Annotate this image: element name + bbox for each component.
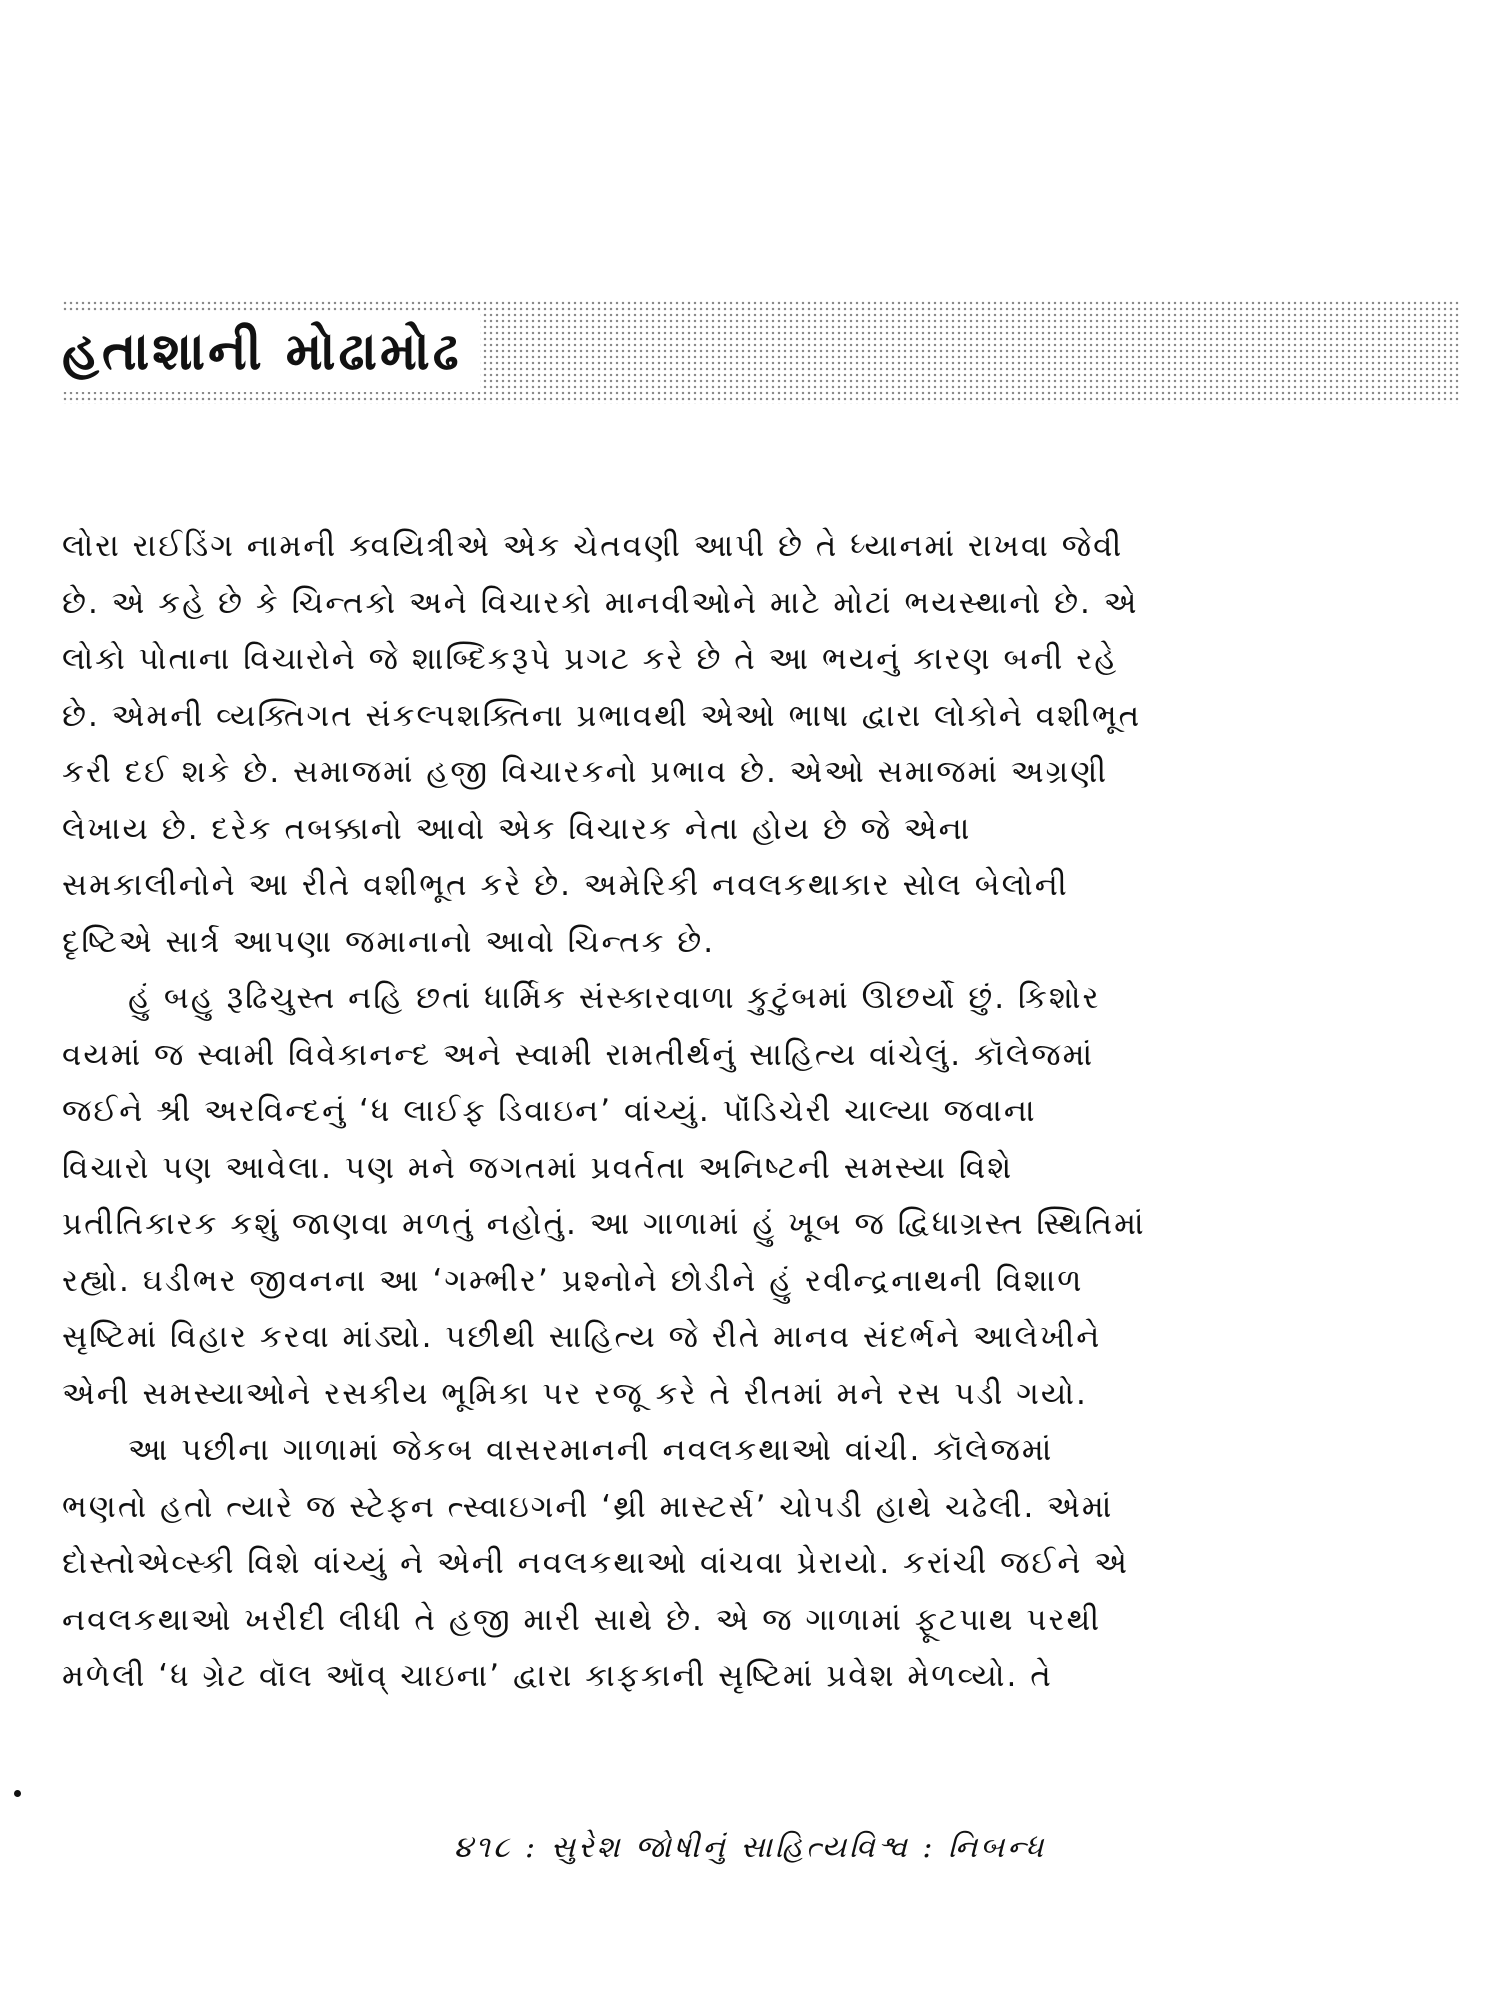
paragraph-3 [62,1422,1472,1705]
text-line: એની સમસ્યાઓને રસકીય ભૂમિકા પર રજૂ કરે તે રીતમાં મને રસ પડી ગયો. [62,1375,1088,1412]
text-line: સૃષ્ટિમાં વિહાર કરવા માંડ્યો. પછીથી સાહિત્ય જે રીતે માનવ સંદર્ભને આલેખીને [62,1319,1102,1355]
text-line: વયમાં જ સ્વામી વિવેકાનન્દ અને સ્વામી રામતીર્થનું સાહિત્ય વાંચેલું. કૉલેજમાં [62,1036,1095,1073]
text-line: દૃષ્ટિએ સાર્ત્ર આપણા જમાનાનો આવો ચિન્તક છે. [62,923,716,960]
text-line: રહ્યો. ઘડીભર જીવનના આ ‘ગમ્ભીર’ પ્રશ્નોને છોડીને હું રવીન્દ્રનાથની વિશાળ [62,1262,1084,1299]
text-line: હું બહુ રૂઢિચુસ્ત નહિ છતાં ધાર્મિક સંસ્કારવાળા કુટુંબમાં ઊછર્યો છું. કિશોર [128,980,1101,1016]
text-line: લોકો પોતાના વિચારોને જે શાબ્દિકરૂપે પ્રગટ કરે છે તે આ ભયનું કારણ બની રહે [62,641,1119,677]
text-line: છે. એ કહે છે કે ચિન્તકો અને વિચારકો માનવીઓને માટે મોટાં ભયસ્થાનો છે. એ [62,584,1139,621]
paragraph-1 [62,518,1472,970]
body-text [62,518,1472,1705]
text-line: નવલકથાઓ ખરીદી લીધી તે હજી મારી સાથે છે. એ જ ગાળામાં ફૂટપાથ પરથી [62,1601,1102,1638]
text-line: લોરા રાઈડિંગ નામની ક્વયિત્રીએ એક ચેતવણી આપી છે તે ધ્યાનમાં રાખવા જેવી [62,528,1124,564]
text-line: વિચારો પણ આવેલા. પણ મને જગતમાં પ્રવર્તતા અનિષ્ટની સમસ્યા વિશે [62,1149,1014,1186]
text-line: જઈને શ્રી અરવિન્દનું ‘ધ લાઈફ ડિવાઇન’ વાંચ્યું. પૉંડિચેરી ચાલ્યા જવાના [62,1093,1037,1129]
text-line: ભણતો હતો ત્યારે જ સ્ટેફન ત્સ્વાઇગની ‘થ્રી માસ્ટર્સ’ ચોપડી હાથે ચઢેલી. એમાં [62,1488,1114,1525]
text-line: પ્રતીતિકારક કશું જાણવા મળતું નહોતું. આ ગાળામાં હું ખૂબ જ દ્વિધાગ્રસ્ત સ્થિતિમાં [62,1206,1146,1242]
page-footer: ૪૧૮ : સુરેશ જોષીનું સાહિત્યવિશ્વ : નિબન્ધ [453,1830,1047,1865]
text-line: આ પછીના ગાળામાં જેકબ વાસરમાનની નવલકથાઓ વાંચી. કૉલેજમાં [128,1432,1054,1468]
paragraph-2 [62,970,1472,1422]
text-line: દોસ્તોએવ્સ્કી વિશે વાંચ્યું ને એની નવલકથાઓ વાંચવા પ્રેરાયો. કરાંચી જઈને એ [62,1545,1129,1581]
text-line: છે. એમની વ્યક્તિગત સંકલ્પશક્તિના પ્રભાવથી એઓ ભાષા દ્વારા લોકોને વશીભૂત [62,697,1142,734]
page-title: હતાશાની મોઢામોઢ [62,312,480,392]
text-line: મળેલી ‘ધ ગ્રેટ વૉલ ઑવ્ ચાઇના’ દ્વારા કાફકાની સૃષ્ટિમાં પ્રવેશ મેળવ્યો. તે [62,1658,1053,1694]
text-line: કરી દઈ શકે છે. સમાજમાં હજી વિચારકનો પ્રભાવ છે. એઓ સમાજમાં અગ્રણી [62,754,1109,790]
text-line: સમકાલીનોને આ રીતે વશીભૂત કરે છે. અમેરિકી નવલકથાકાર સોલ બેલોની [62,867,1069,903]
text-line: લેખાય છે. દરેક તબક્કાનો આવો એક વિચારક નેતા હોય છે જે એના [62,810,972,847]
margin-mark [14,1790,21,1797]
